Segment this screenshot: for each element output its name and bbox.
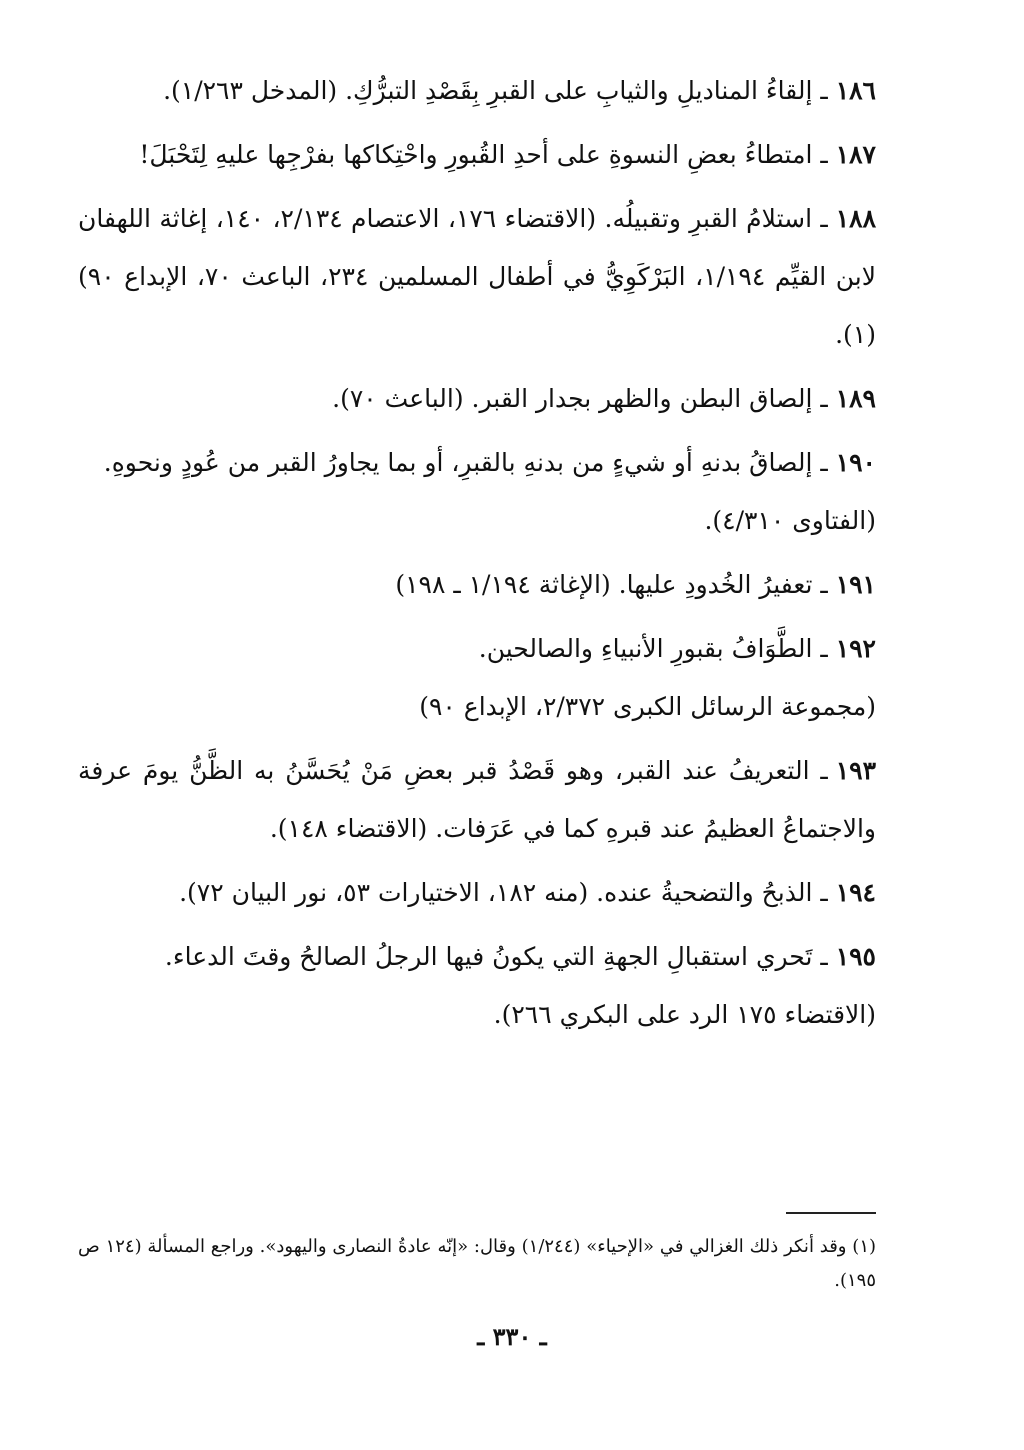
entry-number: ١٨٨ xyxy=(835,204,877,233)
entry-number: ١٩٠ xyxy=(835,448,876,477)
entry-text: التعريفُ عند القبر، وهو قَصْدُ قبر بعضِ مَنْ يُحَسَّنُ به الظَّنُّ يومَ عرفة والاجتماعُ العظيمُ عند قبرهِ كما في عَرَفات. (الاقتضاء ١٤٨). xyxy=(78,756,876,843)
entry-number: ١٨٦ xyxy=(835,76,876,105)
entry-189 xyxy=(78,370,876,428)
entry-separator: ـ xyxy=(820,756,828,785)
entry-text: إلقاءُ المناديلِ والثيابِ على القبرِ بِقَصْدِ التبرُّكِ. (المدخل ١/٢٦٣). xyxy=(163,76,813,105)
entry-text: تعفيرُ الخُدودِ عليها. (الإغاثة ١/١٩٤ ـ ١٩٨) xyxy=(395,570,813,599)
entry-number: ١٩٤ xyxy=(835,878,876,907)
entry-separator: ـ xyxy=(820,634,828,663)
entry-separator: ـ xyxy=(820,140,828,169)
entry-192 xyxy=(78,620,876,736)
entry-186 xyxy=(78,62,876,120)
entry-number: ١٩٢ xyxy=(835,634,876,663)
entry-number: ١٨٩ xyxy=(835,384,876,413)
page-body xyxy=(78,62,876,1050)
page-number: ـ ٣٣٠ ـ xyxy=(477,1322,547,1351)
footnote-divider xyxy=(786,1212,876,1214)
entry-number: ١٨٧ xyxy=(835,140,876,169)
entry-separator: ـ xyxy=(820,204,828,233)
entry-text: استلامُ القبرِ وتقبيلُه. (الاقتضاء ١٧٦، الاعتصام ٢/١٣٤، ١٤٠، إغاثة اللهفان لابن القيِّم ١/١٩٤، البَرْكَوِيُّ في أطفال المسلمين ٢٣٤، الباعث ٧٠، الإبداع ٩٠)(١). xyxy=(78,204,876,349)
entry-text: إلصاق البطن والظهر بجدار القبر. (الباعث ٧٠). xyxy=(332,384,813,413)
entry-194 xyxy=(78,864,876,922)
entry-191 xyxy=(78,556,876,614)
entry-separator: ـ xyxy=(820,76,828,105)
entry-text: امتطاءُ بعضِ النسوةِ على أحدِ القُبورِ واحْتِكاكها بفرْجِها عليهِ لِتَحْبَلَ! xyxy=(139,140,813,169)
entry-separator: ـ xyxy=(820,878,828,907)
entry-190 xyxy=(78,434,876,550)
entry-text: إلصاقُ بدنهِ أو شيءٍ من بدنهِ بالقبرِ، أو بما يجاورُ القبر من عُودٍ ونحوهِ. xyxy=(103,448,813,477)
entry-188 xyxy=(78,190,876,364)
footnote: (١) وقد أنكر ذلك الغزالي في «الإحياء» (١/٢٤٤) وقال: «إنّه عادةُ النصارى واليهود». وراجع المسألة (١٢٤ ص ١٩٥). xyxy=(78,1236,877,1291)
entry-text: الذبحُ والتضحيةُ عنده. (منه ١٨٢، الاختيارات ٥٣، نور البيان ٧٢). xyxy=(179,878,813,907)
entry-text: تَحري استقبالِ الجهةِ التي يكونُ فيها الرجلُ الصالحُ وقتَ الدعاء. xyxy=(164,942,813,971)
entry-193 xyxy=(78,742,876,858)
entry-separator: ـ xyxy=(820,448,828,477)
entry-separator: ـ xyxy=(820,570,828,599)
entry-195 xyxy=(78,928,876,1044)
entry-number: ١٩٥ xyxy=(835,942,876,971)
entry-text: الطَّوَافُ بقبورِ الأنبياءِ والصالحين. xyxy=(478,634,813,663)
entry-number: ١٩١ xyxy=(835,570,876,599)
entry-separator: ـ xyxy=(820,942,828,971)
entry-reference: (الاقتضاء ١٧٥ الرد على البكري ٢٦٦). xyxy=(493,1000,876,1029)
entry-separator: ـ xyxy=(820,384,828,413)
entry-reference: (الفتاوى ٤/٣١٠). xyxy=(704,506,876,535)
entry-187 xyxy=(78,126,876,184)
entry-reference: (مجموعة الرسائل الكبرى ٢/٣٧٢، الإبداع ٩٠) xyxy=(419,692,876,721)
entry-number: ١٩٣ xyxy=(835,756,877,785)
